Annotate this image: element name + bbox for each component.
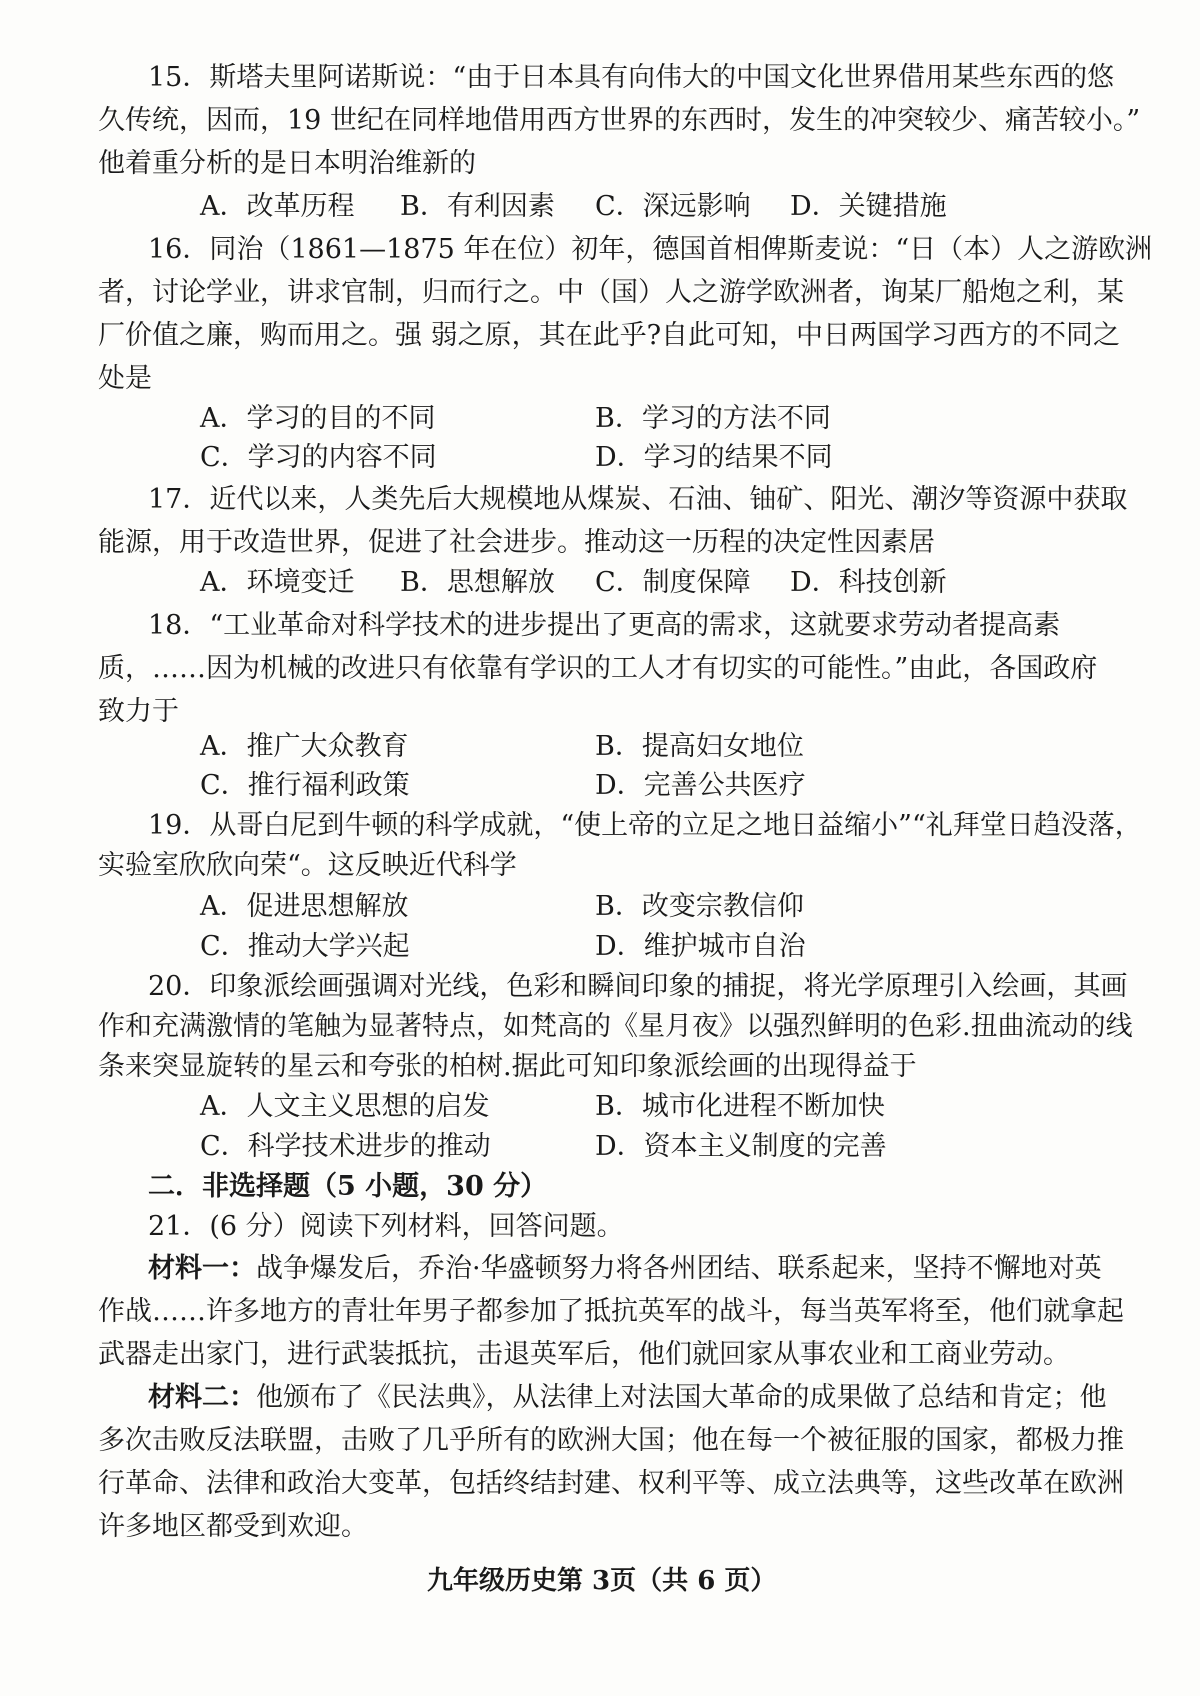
q16-line-3: 厂价值之廉，购而用之。强 弱之原，其在此乎?自此可知，中日两国学习西方的不同之 — [98, 320, 1121, 351]
q16-option-a: A．学习的目的不同 — [200, 403, 436, 434]
q16-line-2: 者，讨论学业，讲求官制，归而行之。中（国）人之游学欧洲者，询某厂船炮之利，某 — [98, 277, 1124, 308]
q17-line-2: 能源，用于改造世界，促进了社会进步。推动这一历程的决定性因素居 — [98, 527, 935, 558]
q19-option-d: D．维护城市自治 — [595, 931, 806, 962]
q15-line-2: 久传统，因而，19 世纪在同样地借用西方世界的东西时，发生的冲突较少、痛苦较小。” — [98, 105, 1141, 136]
q20-line-2: 作和充满激情的笔触为显著特点，如梵高的《星月夜》以强烈鲜明的色彩.扭曲流动的线 — [98, 1011, 1133, 1042]
q15-option-c: C．深远影响 — [595, 191, 751, 222]
q19-option-a: A．促进思想解放 — [200, 891, 409, 922]
q20-line-3: 条来突显旋转的星云和夸张的柏树.据此可知印象派绘画的出现得益于 — [98, 1051, 917, 1082]
q18-line-1: 18．“工业革命对科学技术的进步提出了更高的需求，这就要求劳动者提高素 — [148, 610, 1061, 641]
q20-option-a: A．人文主义思想的启发 — [200, 1091, 490, 1122]
q17-option-d: D．科技创新 — [790, 567, 947, 598]
material-2-first-line — [148, 1384, 1107, 1411]
q16-option-b: B．学习的方法不同 — [595, 403, 831, 434]
page-footer: 九年级历史第 3页（共 6 页） — [427, 1566, 777, 1596]
q20-option-b: B．城市化进程不断加快 — [595, 1091, 885, 1122]
material-2-text: 他颁布了《民法典》，从法律上对法国大革命的成果做了总结和肯定；他 — [256, 1382, 1107, 1413]
material-1-first-line — [148, 1255, 1102, 1282]
material-2-line-4: 许多地区都受到欢迎。 — [98, 1511, 368, 1542]
q16-line-4: 处是 — [98, 363, 152, 394]
q19-option-c: C．推动大学兴起 — [200, 931, 410, 962]
q16-line-1: 16．同治（1861—1875 年在位）初年，德国首相俾斯麦说：“日（本）人之游欧洲 — [148, 234, 1153, 265]
q18-option-d: D．完善公共医疗 — [595, 770, 806, 801]
q18-line-3: 致力于 — [98, 696, 179, 727]
q18-line-2: 质，……因为机械的改进只有依靠有学识的工人才有切实的可能性。”由此，各国政府 — [98, 653, 1098, 684]
material-2-label: 材料二： — [148, 1382, 256, 1413]
q20-line-1: 20．印象派绘画强调对光线，色彩和瞬间印象的捕捉，将光学原理引入绘画，其画 — [148, 971, 1128, 1002]
q17-line-1: 17．近代以来，人类先后大规模地从煤炭、石油、铀矿、阳光、潮汐等资源中获取 — [148, 484, 1128, 515]
q21-intro: 21．(6 分）阅读下列材料，回答问题。 — [148, 1211, 624, 1242]
material-1-line-2: 作战……许多地方的青壮年男子都参加了抵抗英军的战斗，每当英军将至，他们就拿起 — [98, 1296, 1124, 1327]
q15-option-a: A．改革历程 — [200, 191, 355, 222]
material-2-line-3: 行革命、法律和政治大变革，包括终结封建、权利平等、成立法典等，这些改革在欧洲 — [98, 1468, 1124, 1499]
q18-option-c: C．推行福利政策 — [200, 770, 410, 801]
q17-option-b: B．思想解放 — [400, 567, 555, 598]
q17-option-a: A．环境变迁 — [200, 567, 355, 598]
material-1-line-3: 武器走出家门，进行武装抵抗，击退英军后，他们就回家从事农业和工商业劳动。 — [98, 1339, 1070, 1370]
q15-option-d: D．关键措施 — [790, 191, 947, 222]
q18-option-a: A．推广大众教育 — [200, 731, 409, 762]
section-heading: 二．非选择题（5 小题，30 分） — [148, 1171, 548, 1202]
q19-line-1: 19．从哥白尼到牛顿的科学成就，“使上帝的立足之地日益缩小”“礼拜堂日趋没落， — [148, 810, 1142, 841]
q15-line-3: 他着重分析的是日本明治维新的 — [98, 148, 476, 179]
q17-option-c: C．制度保障 — [595, 567, 751, 598]
q16-option-d: D．学习的结果不同 — [595, 442, 833, 473]
material-1-text: 战争爆发后，乔治·华盛顿努力将各州团结、联系起来，坚持不懈地对英 — [256, 1253, 1102, 1284]
q19-option-b: B．改变宗教信仰 — [595, 891, 804, 922]
q18-option-b: B．提高妇女地位 — [595, 731, 804, 762]
q20-option-d: D．资本主义制度的完善 — [595, 1131, 887, 1162]
q19-line-2: 实验室欣欣向荣“。这反映近代科学 — [98, 850, 517, 881]
q16-option-c: C．学习的内容不同 — [200, 442, 437, 473]
q20-option-c: C．科学技术进步的推动 — [200, 1131, 491, 1162]
q15-line-1: 15．斯塔夫里阿诺斯说：“由于日本具有向伟大的中国文化世界借用某些东西的悠 — [148, 62, 1115, 93]
material-2-line-2: 多次击败反法联盟，击败了几乎所有的欧洲大国；他在每一个被征服的国家，都极力推 — [98, 1425, 1124, 1456]
q15-option-b: B．有利因素 — [400, 191, 555, 222]
material-1-label: 材料一： — [148, 1253, 256, 1284]
